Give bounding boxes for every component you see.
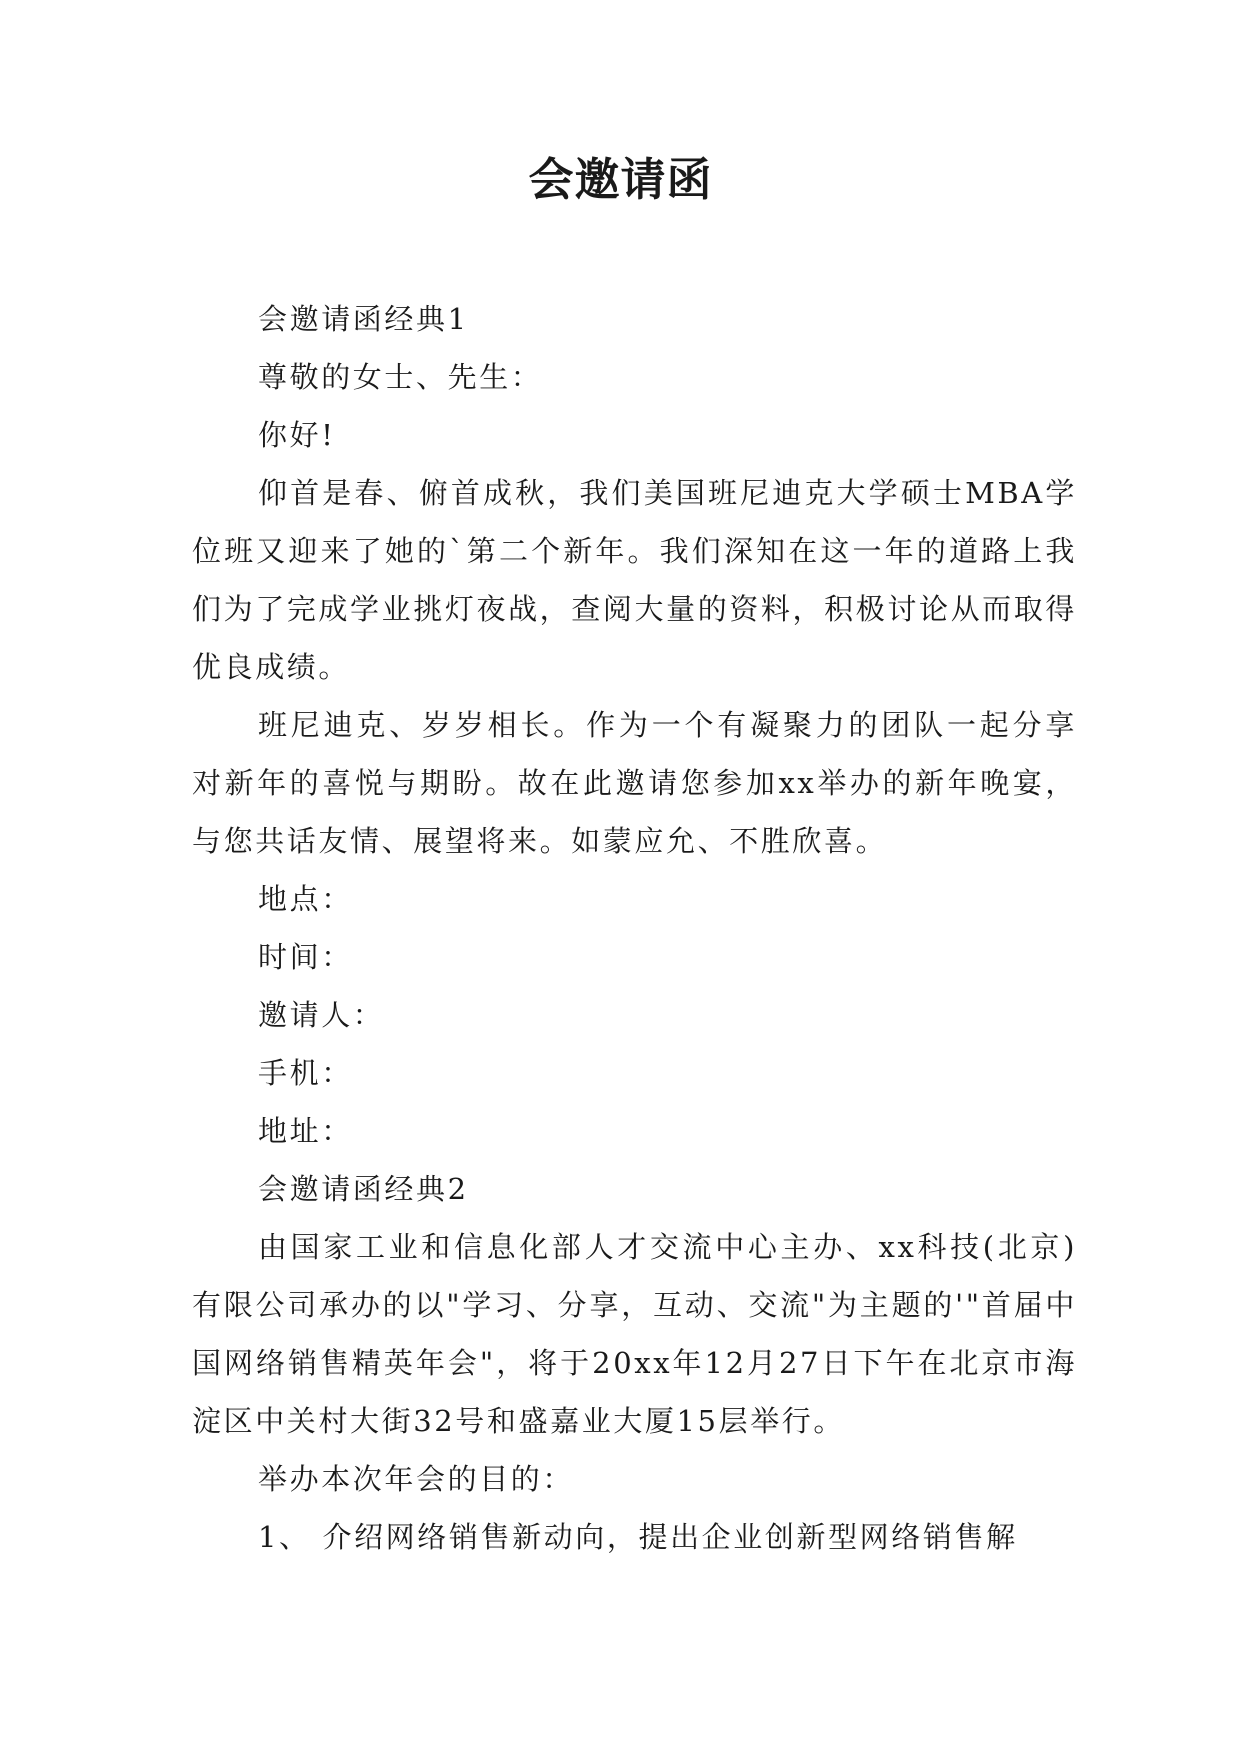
field-address: 地址： xyxy=(258,1114,353,1148)
body-paragraph: 仰首是春、俯首成秋，我们美国班尼迪克大学硕士MBA学位班又迎来了她的`第二个新年。我们深知在这一年的道路上我们为了完成学业挑灯夜战，查阅大量的资料，积极讨论从而取得优良成绩。 xyxy=(192,476,1077,684)
document-title: 会邀请函 xyxy=(528,153,713,206)
section-heading-2: 会邀请函经典2 xyxy=(258,1172,469,1206)
field-time: 时间： xyxy=(258,940,353,974)
body-paragraph: 举办本次年会的目的： xyxy=(258,1462,575,1496)
field-location: 地点： xyxy=(258,882,353,916)
greeting: 你好! xyxy=(258,418,336,452)
field-inviter: 邀请人： xyxy=(258,998,385,1032)
field-phone: 手机： xyxy=(258,1056,353,1090)
salutation: 尊敬的女士、先生： xyxy=(258,360,543,394)
body-paragraph: 由国家工业和信息化部人才交流中心主办、xx科技(北京)有限公司承办的以"学习、分享，互动、交流"为主题的'"首届中国网络销售精英年会"，将于20xx年12月27日下午在北京市海淀区中关村大街32号和盛嘉业大厦15层举行。 xyxy=(192,1230,1077,1438)
section-heading-1: 会邀请函经典1 xyxy=(258,302,469,336)
list-item: 1、 介绍网络销售新动向，提出企业创新型网络销售解 xyxy=(258,1520,1018,1554)
body-paragraph: 班尼迪克、岁岁相长。作为一个有凝聚力的团队一起分享对新年的喜悦与期盼。故在此邀请您参加xx举办的新年晚宴，与您共话友情、展望将来。如蒙应允、不胜欣喜。 xyxy=(192,708,1077,858)
document-body xyxy=(192,290,1077,1566)
